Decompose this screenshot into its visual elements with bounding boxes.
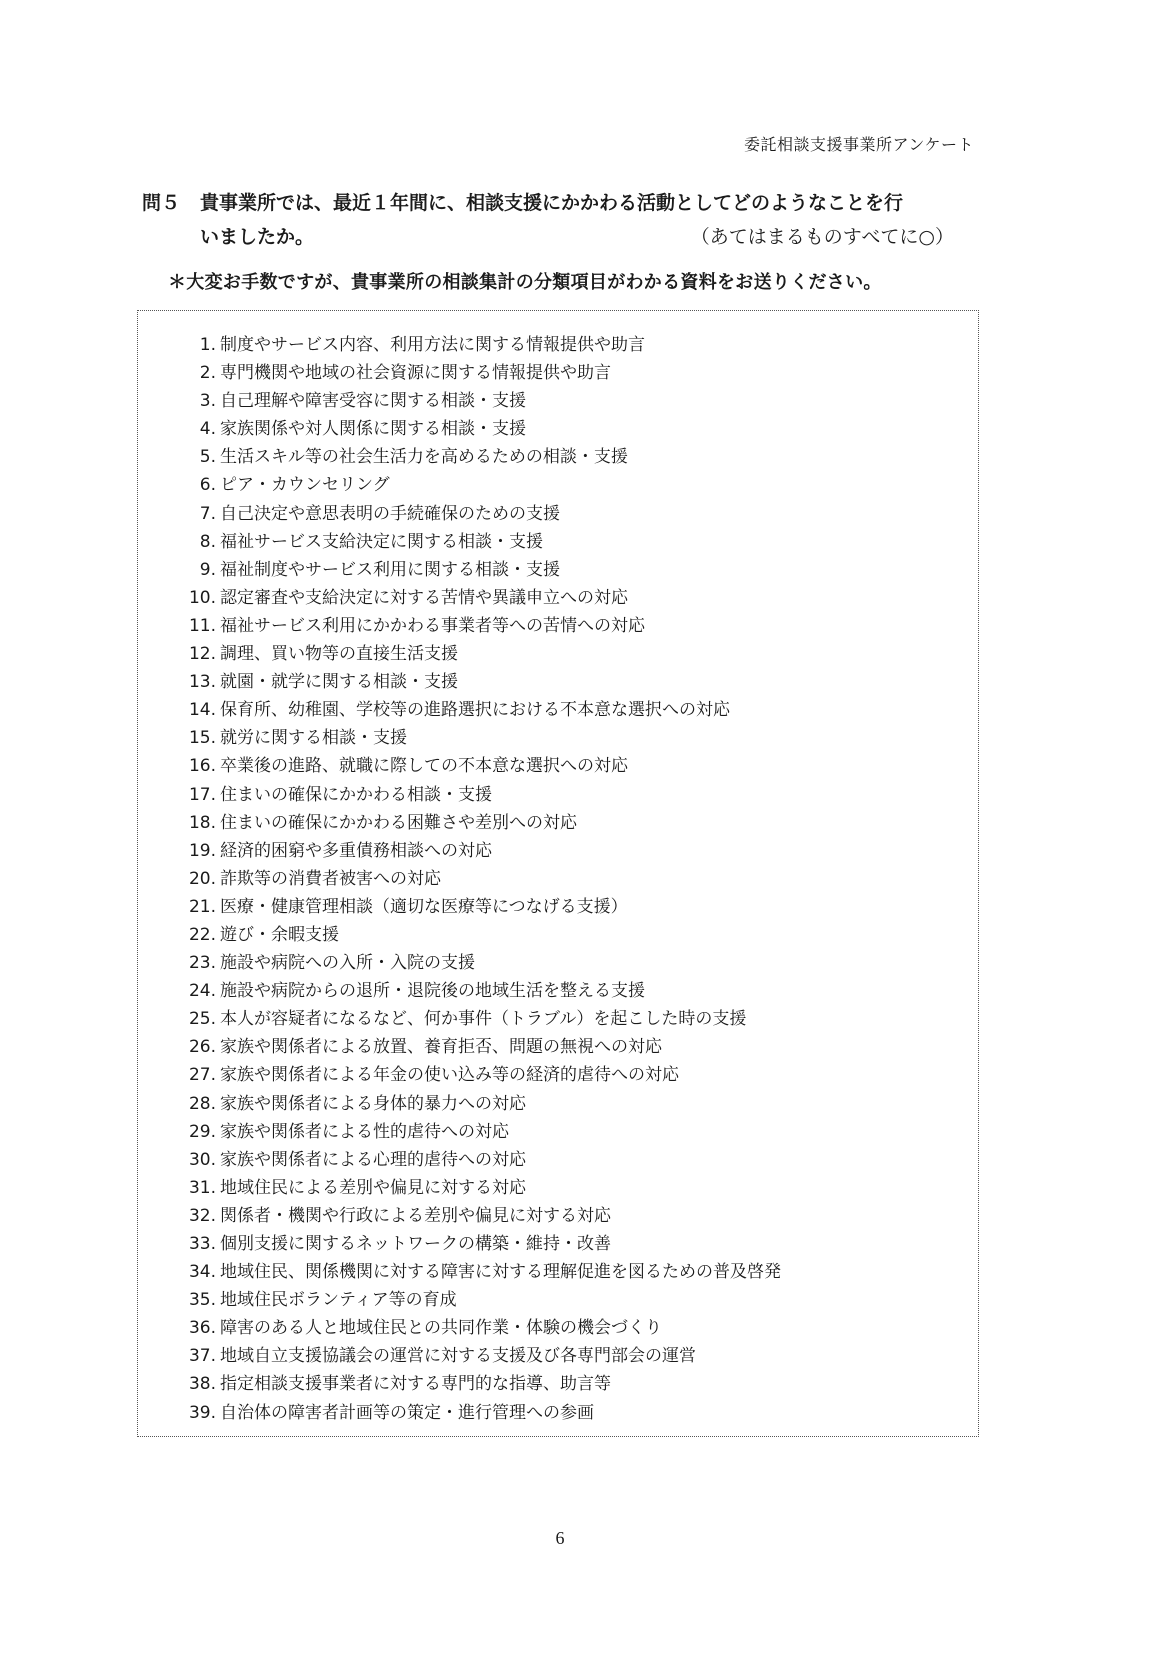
- option-item: [178, 1090, 781, 1118]
- option-item: [178, 809, 781, 837]
- option-label: 自己決定や意思表明の手続確保のための支援: [220, 503, 560, 524]
- option-label: ピア・カウンセリング: [220, 475, 390, 496]
- option-label: 家族や関係者による心理的虐待への対応: [220, 1149, 526, 1170]
- option-label: 調理、買い物等の直接生活支援: [220, 644, 458, 665]
- option-label: 福祉サービス支給決定に関する相談・支援: [220, 531, 543, 552]
- option-number: 20.: [188, 868, 216, 889]
- option-item: [178, 1314, 781, 1342]
- option-number: 3.: [199, 391, 216, 412]
- option-label: 保育所、幼稚園、学校等の進路選択における不本意な選択への対応: [220, 700, 730, 721]
- option-label: 自己理解や障害受容に関する相談・支援: [220, 391, 526, 412]
- question-instruction: （あてはまるものすべてに○）: [690, 226, 954, 248]
- option-number: 31.: [188, 1177, 216, 1198]
- options-box: [137, 310, 979, 1437]
- option-item: [178, 724, 781, 752]
- question-number: 問５: [142, 192, 181, 214]
- option-number: 33.: [188, 1234, 216, 1254]
- option-label: 福祉制度やサービス利用に関する相談・支援: [220, 559, 560, 580]
- option-label: 障害のある人と地域住民との共同作業・体験の機会づくり: [220, 1318, 662, 1339]
- option-item: [178, 387, 781, 415]
- option-item: [178, 1146, 781, 1174]
- option-number: 7.: [199, 503, 216, 524]
- option-label: 家族や関係者による年金の使い込み等の経済的虐待への対応: [220, 1065, 679, 1086]
- option-label: 地域自立支援協議会の運営に対する支援及び各専門部会の運営: [220, 1346, 696, 1367]
- option-number: 35.: [188, 1290, 216, 1311]
- option-item: [178, 949, 781, 977]
- option-label: 関係者・機関や行政による差別や偏見に対する対応: [220, 1205, 611, 1226]
- option-number: 10.: [188, 587, 216, 608]
- option-item: [178, 781, 781, 809]
- option-label: 卒業後の進路、就職に際しての不本意な選択への対応: [220, 756, 628, 777]
- option-item: [178, 471, 781, 499]
- option-label: 経済的困窮や多重債務相談への対応: [220, 840, 492, 861]
- question-line-2: [142, 220, 962, 254]
- option-label: 生活スキル等の社会生活力を高めるための相談・支援: [220, 447, 628, 468]
- option-item: [178, 612, 781, 640]
- option-item: [178, 1202, 781, 1230]
- option-item: [178, 1033, 781, 1061]
- option-label: 医療・健康管理相談（適切な医療等につなげる支援）: [220, 896, 628, 917]
- option-number: 21.: [188, 896, 216, 917]
- option-label: 詐欺等の消費者被害への対応: [220, 868, 441, 889]
- option-item: [178, 921, 781, 949]
- option-item: [178, 668, 781, 696]
- option-label: 就労に関する相談・支援: [220, 728, 407, 749]
- option-item: [178, 1399, 781, 1427]
- option-item: [178, 1174, 781, 1202]
- option-number: 26.: [188, 1037, 216, 1058]
- option-item: [178, 1342, 781, 1370]
- option-number: 1.: [199, 335, 216, 355]
- page-number: 6: [555, 1528, 565, 1548]
- option-number: 30.: [188, 1149, 216, 1170]
- option-number: 13.: [188, 672, 216, 693]
- option-number: 17.: [188, 784, 216, 805]
- option-item: [178, 331, 781, 359]
- option-item: [178, 893, 781, 921]
- option-label: 家族関係や対人関係に関する相談・支援: [220, 419, 526, 440]
- option-label: 家族や関係者による身体的暴力への対応: [220, 1093, 526, 1114]
- option-label: 家族や関係者による放置、養育拒否、問題の無視への対応: [220, 1037, 662, 1058]
- option-label: 施設や病院への入所・入院の支援: [220, 953, 475, 974]
- option-number: 16.: [188, 756, 216, 777]
- option-item: [178, 1230, 781, 1258]
- option-label: 施設や病院からの退所・退院後の地域生活を整える支援: [220, 981, 645, 1002]
- option-number: 19.: [188, 840, 216, 861]
- option-number: 28.: [188, 1093, 216, 1114]
- option-item: [178, 1005, 781, 1033]
- option-label: 指定相談支援事業者に対する専門的な指導、助言等: [220, 1374, 611, 1395]
- option-number: 5.: [199, 447, 216, 468]
- question-text-line-2: いましたか。: [200, 226, 315, 248]
- option-label: 遊び・余暇支援: [220, 924, 339, 945]
- option-number: 14.: [188, 700, 216, 721]
- option-number: 2.: [199, 363, 216, 384]
- option-item: [178, 1061, 781, 1089]
- option-label: 福祉サービス利用にかかわる事業者等への苦情への対応: [220, 615, 645, 636]
- option-number: 29.: [188, 1121, 216, 1142]
- option-item: [178, 1258, 781, 1286]
- option-number: 4.: [199, 419, 216, 440]
- question-block: [142, 186, 962, 254]
- option-number: 18.: [188, 812, 216, 833]
- option-item: [178, 752, 781, 780]
- option-number: 6.: [199, 475, 216, 496]
- option-label: 自治体の障害者計画等の策定・進行管理への参画: [220, 1402, 594, 1423]
- option-label: 地域住民、関係機関に対する障害に対する理解促進を図るための普及啓発: [220, 1262, 781, 1283]
- option-item: [178, 1370, 781, 1398]
- option-number: 8.: [199, 531, 216, 552]
- option-number: 32.: [188, 1205, 216, 1226]
- option-item: [178, 640, 781, 668]
- option-number: 38.: [188, 1374, 216, 1395]
- option-number: 34.: [188, 1262, 216, 1283]
- option-number: 23.: [188, 953, 216, 974]
- request-note: ＊大変お手数ですが、貴事業所の相談集計の分類項目がわかる資料をお送りください。: [168, 272, 882, 293]
- option-item: [178, 1286, 781, 1314]
- option-item: [178, 500, 781, 528]
- option-number: 24.: [188, 981, 216, 1002]
- option-item: [178, 696, 781, 724]
- option-item: [178, 415, 781, 443]
- option-item: [178, 443, 781, 471]
- option-label: 認定審査や支給決定に対する苦情や異議申立への対応: [220, 587, 628, 608]
- option-label: 地域住民による差別や偏見に対する対応: [220, 1177, 526, 1198]
- option-number: 39.: [188, 1402, 216, 1423]
- survey-title: 委託相談支援事業所アンケート: [743, 135, 974, 154]
- option-number: 27.: [188, 1065, 216, 1086]
- question-text-line-1: 貴事業所では、最近１年間に、相談支援にかかわる活動としてどのようなことを行: [200, 192, 904, 214]
- option-label: 本人が容疑者になるなど、何か事件（トラブル）を起こした時の支援: [220, 1009, 747, 1030]
- option-item: [178, 865, 781, 893]
- option-number: 25.: [188, 1009, 216, 1030]
- option-label: 家族や関係者による性的虐待への対応: [220, 1121, 509, 1142]
- option-number: 15.: [188, 728, 216, 749]
- option-label: 住まいの確保にかかわる困難さや差別への対応: [220, 812, 577, 833]
- option-item: [178, 1118, 781, 1146]
- option-number: 36.: [188, 1318, 216, 1339]
- option-number: 9.: [199, 559, 216, 580]
- option-number: 12.: [188, 644, 216, 665]
- option-item: [178, 556, 781, 584]
- option-label: 個別支援に関するネットワークの構築・維持・改善: [220, 1234, 611, 1254]
- option-number: 37.: [188, 1346, 216, 1367]
- option-label: 専門機関や地域の社会資源に関する情報提供や助言: [220, 363, 611, 384]
- question-line-1: [142, 186, 962, 220]
- option-label: 制度やサービス内容、利用方法に関する情報提供や助言: [220, 335, 645, 355]
- option-item: [178, 977, 781, 1005]
- options-list: [178, 331, 781, 1427]
- option-item: [178, 837, 781, 865]
- option-label: 住まいの確保にかかわる相談・支援: [220, 784, 492, 805]
- option-item: [178, 528, 781, 556]
- option-label: 地域住民ボランティア等の育成: [220, 1290, 457, 1311]
- option-item: [178, 584, 781, 612]
- option-number: 11.: [188, 615, 216, 636]
- option-label: 就園・就学に関する相談・支援: [220, 672, 458, 693]
- option-number: 22.: [188, 924, 216, 945]
- option-item: [178, 359, 781, 387]
